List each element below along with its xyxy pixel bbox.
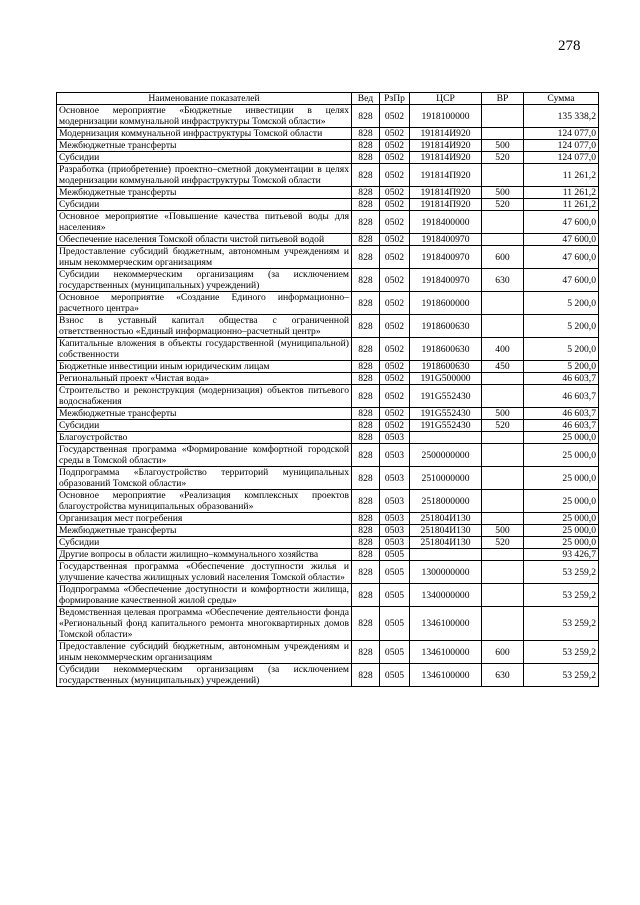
row-vr	[482, 373, 524, 385]
row-csr: 1340000000	[410, 584, 482, 607]
row-vr	[482, 467, 524, 490]
row-name: Государственная программа «Формирование комфортной городской среды в Томской области»	[57, 444, 352, 467]
row-sum: 25 000,0	[524, 490, 599, 513]
table-row	[57, 561, 599, 584]
row-csr: 1918600000	[410, 292, 482, 315]
row-sum: 53 259,2	[524, 641, 599, 664]
row-ved: 828	[352, 537, 380, 549]
table-row	[57, 490, 599, 513]
row-rzpr: 0502	[380, 105, 410, 128]
row-vr	[482, 444, 524, 467]
row-csr: 1918600630	[410, 315, 482, 338]
row-name: Благоустройство	[57, 432, 352, 444]
row-sum: 25 000,0	[524, 513, 599, 525]
row-rzpr: 0502	[380, 269, 410, 292]
row-name: Государственная программа «Обеспечение доступности жилья и улучшение качества жилищных условий населения Томской области»	[57, 561, 352, 584]
row-name: Основное мероприятие «Создание Единого информационно–расчетного центра»	[57, 292, 352, 315]
table-row	[57, 105, 599, 128]
row-csr: 251804И130	[410, 537, 482, 549]
page-number: 278	[558, 38, 581, 54]
row-csr: 191814И920	[410, 152, 482, 164]
row-name: Предоставление субсидий бюджетным, автономным учреждениям и иным некоммерческим организациям	[57, 641, 352, 664]
table-row	[57, 664, 599, 687]
row-vr: 520	[482, 152, 524, 164]
table-row	[57, 292, 599, 315]
row-name: Строительство и реконструкция (модернизация) объектов питьевого водоснабжения	[57, 385, 352, 408]
row-name: Другие вопросы в области жилищно–коммунального хозяйства	[57, 549, 352, 561]
row-rzpr: 0502	[380, 246, 410, 269]
row-vr	[482, 105, 524, 128]
row-name: Бюджетные инвестиции иным юридическим лицам	[57, 361, 352, 373]
row-ved: 828	[352, 292, 380, 315]
row-name: Основное мероприятие «Бюджетные инвестиции в целях модернизации коммунальной инфраструктуры Томской области»	[57, 105, 352, 128]
row-name: Подпрограмма «Благоустройство территорий муниципальных образований Томской области»	[57, 467, 352, 490]
row-rzpr: 0503	[380, 537, 410, 549]
table-row	[57, 537, 599, 549]
row-csr: 191814И920	[410, 140, 482, 152]
row-vr	[482, 607, 524, 641]
row-ved: 828	[352, 152, 380, 164]
row-csr: 2510000000	[410, 467, 482, 490]
row-ved: 828	[352, 140, 380, 152]
row-ved: 828	[352, 549, 380, 561]
row-sum: 5 200,0	[524, 338, 599, 361]
table-row	[57, 432, 599, 444]
row-sum: 47 600,0	[524, 269, 599, 292]
row-vr: 500	[482, 187, 524, 199]
table-row	[57, 269, 599, 292]
table-row	[57, 373, 599, 385]
row-rzpr: 0505	[380, 607, 410, 641]
row-csr	[410, 549, 482, 561]
table-row	[57, 467, 599, 490]
row-ved: 828	[352, 105, 380, 128]
row-vr	[482, 164, 524, 187]
row-sum: 46 603,7	[524, 385, 599, 408]
row-name: Субсидии некоммерческим организациям (за исключением государственных (муниципальных) учреждений)	[57, 269, 352, 292]
row-ved: 828	[352, 513, 380, 525]
row-rzpr: 0502	[380, 373, 410, 385]
row-name: Субсидии	[57, 420, 352, 432]
table-row	[57, 385, 599, 408]
row-csr: 1918400970	[410, 246, 482, 269]
row-rzpr: 0503	[380, 513, 410, 525]
row-ved: 828	[352, 361, 380, 373]
table-row	[57, 420, 599, 432]
row-rzpr: 0502	[380, 420, 410, 432]
row-ved: 828	[352, 373, 380, 385]
row-rzpr: 0502	[380, 338, 410, 361]
row-rzpr: 0503	[380, 467, 410, 490]
row-sum: 46 603,7	[524, 373, 599, 385]
row-sum: 25 000,0	[524, 444, 599, 467]
row-sum: 47 600,0	[524, 234, 599, 246]
row-vr: 630	[482, 664, 524, 687]
row-ved: 828	[352, 234, 380, 246]
table-row	[57, 525, 599, 537]
row-sum: 53 259,2	[524, 664, 599, 687]
row-vr	[482, 432, 524, 444]
row-vr: 600	[482, 641, 524, 664]
row-sum: 93 426,7	[524, 549, 599, 561]
budget-table	[56, 92, 599, 687]
row-vr	[482, 234, 524, 246]
row-vr	[482, 513, 524, 525]
row-rzpr: 0502	[380, 408, 410, 420]
row-csr: 191G500000	[410, 373, 482, 385]
row-csr: 191814И920	[410, 128, 482, 140]
row-ved: 828	[352, 444, 380, 467]
header-csr: ЦСР	[410, 93, 482, 105]
row-csr: 191814П920	[410, 164, 482, 187]
row-sum: 5 200,0	[524, 315, 599, 338]
row-sum: 46 603,7	[524, 420, 599, 432]
row-name: Межбюджетные трансферты	[57, 525, 352, 537]
row-rzpr: 0505	[380, 561, 410, 584]
row-csr: 1918400970	[410, 269, 482, 292]
row-csr: 1346100000	[410, 607, 482, 641]
row-vr	[482, 292, 524, 315]
row-ved: 828	[352, 467, 380, 490]
table-row	[57, 152, 599, 164]
row-sum: 25 000,0	[524, 432, 599, 444]
row-rzpr: 0503	[380, 490, 410, 513]
row-name: Модернизация коммунальной инфраструктуры Томской области	[57, 128, 352, 140]
row-rzpr: 0503	[380, 525, 410, 537]
row-ved: 828	[352, 187, 380, 199]
row-name: Субсидии	[57, 199, 352, 211]
table-row	[57, 246, 599, 269]
header-name: Наименование показателей	[57, 93, 352, 105]
row-rzpr: 0502	[380, 211, 410, 234]
row-name: Подпрограмма «Обеспечение доступности и комфортности жилища, формирование качественной жилой среды»	[57, 584, 352, 607]
row-ved: 828	[352, 211, 380, 234]
row-rzpr: 0502	[380, 164, 410, 187]
row-ved: 828	[352, 385, 380, 408]
table-row	[57, 641, 599, 664]
row-vr: 450	[482, 361, 524, 373]
row-vr: 500	[482, 525, 524, 537]
row-csr: 191G552430	[410, 420, 482, 432]
row-name: Субсидии некоммерческим организациям (за исключением государственных (муниципальных) учреждений)	[57, 664, 352, 687]
row-vr: 400	[482, 338, 524, 361]
row-rzpr: 0505	[380, 664, 410, 687]
row-rzpr: 0502	[380, 152, 410, 164]
row-sum: 124 077,0	[524, 128, 599, 140]
row-rzpr: 0502	[380, 140, 410, 152]
row-ved: 828	[352, 432, 380, 444]
row-ved: 828	[352, 199, 380, 211]
row-ved: 828	[352, 408, 380, 420]
row-sum: 11 261,2	[524, 187, 599, 199]
table-row	[57, 361, 599, 373]
row-name: Организация мест погребения	[57, 513, 352, 525]
row-csr: 1300000000	[410, 561, 482, 584]
row-csr: 1918400000	[410, 211, 482, 234]
table-row	[57, 234, 599, 246]
row-vr	[482, 490, 524, 513]
row-name: Региональный проект «Чистая вода»	[57, 373, 352, 385]
row-sum: 47 600,0	[524, 246, 599, 269]
row-csr: 1918600630	[410, 361, 482, 373]
row-ved: 828	[352, 420, 380, 432]
row-ved: 828	[352, 525, 380, 537]
row-rzpr: 0505	[380, 549, 410, 561]
row-sum: 47 600,0	[524, 211, 599, 234]
row-sum: 5 200,0	[524, 292, 599, 315]
row-sum: 11 261,2	[524, 164, 599, 187]
row-rzpr: 0502	[380, 187, 410, 199]
table-row	[57, 584, 599, 607]
row-vr: 600	[482, 246, 524, 269]
row-csr	[410, 432, 482, 444]
row-ved: 828	[352, 269, 380, 292]
row-ved: 828	[352, 338, 380, 361]
row-csr: 1918600630	[410, 338, 482, 361]
row-vr	[482, 211, 524, 234]
header-rzpr: РзПр	[380, 93, 410, 105]
row-rzpr: 0502	[380, 234, 410, 246]
row-sum: 53 259,2	[524, 607, 599, 641]
row-vr: 520	[482, 537, 524, 549]
row-ved: 828	[352, 246, 380, 269]
row-sum: 25 000,0	[524, 467, 599, 490]
row-vr	[482, 128, 524, 140]
table-row	[57, 549, 599, 561]
row-name: Капитальные вложения в объекты государственной (муниципальной) собственности	[57, 338, 352, 361]
row-sum: 25 000,0	[524, 537, 599, 549]
row-name: Обеспечение населения Томской области чистой питьевой водой	[57, 234, 352, 246]
table-row	[57, 211, 599, 234]
table-row	[57, 444, 599, 467]
row-csr: 1918100000	[410, 105, 482, 128]
row-name: Предоставление субсидий бюджетным, автономным учреждениям и иным некоммерческим организациям	[57, 246, 352, 269]
row-vr	[482, 315, 524, 338]
row-name: Разработка (приобретение) проектно–сметной документации в целях модернизации коммунальной инфраструктуры Томской области	[57, 164, 352, 187]
row-rzpr: 0502	[380, 199, 410, 211]
row-ved: 828	[352, 584, 380, 607]
row-rzpr: 0502	[380, 292, 410, 315]
table-row	[57, 140, 599, 152]
row-vr	[482, 584, 524, 607]
row-name: Межбюджетные трансферты	[57, 408, 352, 420]
row-sum: 5 200,0	[524, 361, 599, 373]
row-csr: 1346100000	[410, 641, 482, 664]
row-vr: 520	[482, 420, 524, 432]
row-vr: 630	[482, 269, 524, 292]
header-ved: Вед	[352, 93, 380, 105]
header-sum: Сумма	[524, 93, 599, 105]
row-rzpr: 0502	[380, 361, 410, 373]
row-name: Основное мероприятие «Повышение качества питьевой воды для населения»	[57, 211, 352, 234]
row-rzpr: 0502	[380, 315, 410, 338]
row-rzpr: 0502	[380, 385, 410, 408]
row-csr: 191G552430	[410, 385, 482, 408]
row-name: Субсидии	[57, 537, 352, 549]
row-vr	[482, 561, 524, 584]
row-sum: 124 077,0	[524, 140, 599, 152]
row-name: Субсидии	[57, 152, 352, 164]
row-vr: 520	[482, 199, 524, 211]
table-row	[57, 338, 599, 361]
row-ved: 828	[352, 641, 380, 664]
row-csr: 2518000000	[410, 490, 482, 513]
row-name: Межбюджетные трансферты	[57, 187, 352, 199]
row-rzpr: 0505	[380, 641, 410, 664]
row-ved: 828	[352, 315, 380, 338]
row-sum: 53 259,2	[524, 561, 599, 584]
row-csr: 1346100000	[410, 664, 482, 687]
row-name: Ведомственная целевая программа «Обеспечение деятельности фонда «Региональный фонд капитального ремонта многоквартирных домов Томской области»	[57, 607, 352, 641]
row-csr: 251804И130	[410, 525, 482, 537]
row-rzpr: 0502	[380, 128, 410, 140]
table-row	[57, 607, 599, 641]
row-sum: 53 259,2	[524, 584, 599, 607]
header-vr: ВР	[482, 93, 524, 105]
row-csr: 191G552430	[410, 408, 482, 420]
row-name: Основное мероприятие «Реализация комплексных проектов благоустройства муниципальных образований»	[57, 490, 352, 513]
row-vr	[482, 549, 524, 561]
table-row	[57, 408, 599, 420]
row-ved: 828	[352, 607, 380, 641]
table-row	[57, 199, 599, 211]
row-vr	[482, 385, 524, 408]
row-sum: 124 077,0	[524, 152, 599, 164]
row-name: Взнос в уставный капитал общества с ограниченной ответственностью «Единый информационно–расчетный центр»	[57, 315, 352, 338]
table-row	[57, 315, 599, 338]
row-csr: 251804И130	[410, 513, 482, 525]
row-csr: 1918400970	[410, 234, 482, 246]
row-vr: 500	[482, 408, 524, 420]
row-csr: 191814П920	[410, 187, 482, 199]
row-name: Межбюджетные трансферты	[57, 140, 352, 152]
row-rzpr: 0505	[380, 584, 410, 607]
row-ved: 828	[352, 490, 380, 513]
table-row	[57, 187, 599, 199]
row-csr: 2500000000	[410, 444, 482, 467]
row-sum: 135 338,2	[524, 105, 599, 128]
row-sum: 46 603,7	[524, 408, 599, 420]
row-rzpr: 0503	[380, 444, 410, 467]
table-row	[57, 128, 599, 140]
table-row	[57, 513, 599, 525]
row-vr: 500	[482, 140, 524, 152]
row-ved: 828	[352, 664, 380, 687]
row-sum: 11 261,2	[524, 199, 599, 211]
table-header-row	[57, 93, 599, 105]
row-rzpr: 0503	[380, 432, 410, 444]
row-csr: 191814П920	[410, 199, 482, 211]
row-ved: 828	[352, 128, 380, 140]
table-row	[57, 164, 599, 187]
row-ved: 828	[352, 164, 380, 187]
row-ved: 828	[352, 561, 380, 584]
row-sum: 25 000,0	[524, 525, 599, 537]
